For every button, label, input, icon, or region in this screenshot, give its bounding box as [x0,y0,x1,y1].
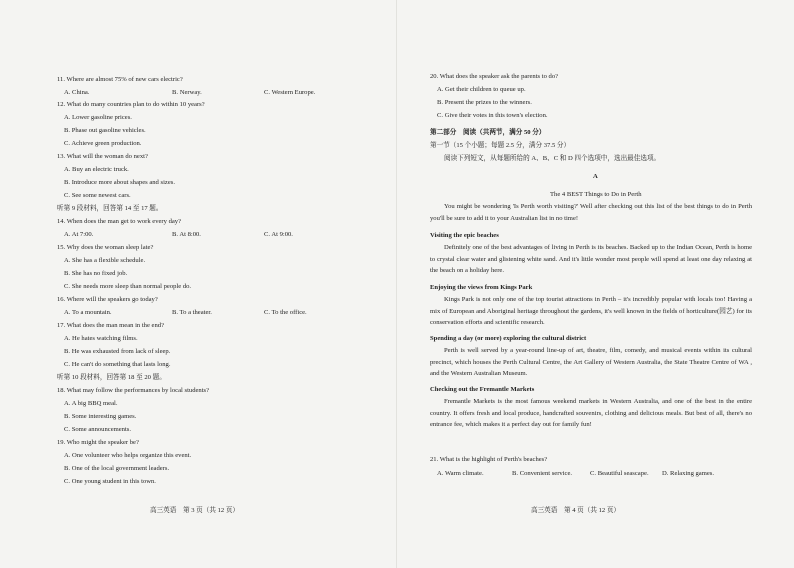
right-page-footer: 高三英语 第 4 页（共 12 页） [531,507,621,514]
left-page-footer: 高三英语 第 3 页（共 12 页） [150,507,240,514]
paragraph-cultural-district: Perth is well served by a year-round line-up of art, theatre, film, comedy, and musical events within its cultural precinct, which houses the Perth Cultural Centre, the Art Gallery of Western Australia, the State Theatre Centre of WA , and the Western Australian Museum. [430,347,752,377]
q19-option-a: A. One volunteer who helps organize this event. [64,452,192,459]
paragraph-beaches: Definitely one of the best advantages of living in Perth is its beaches. Backed up to the Indian Ocean, Perth is home to crystal clear water and glistening white sand. And it's little wonder most people will spend at least one day relaxing at the beach on a holiday here. [430,244,752,274]
q17-option-c: C. He can't do something that lasts long. [64,361,171,368]
passage-title: The 4 BEST Things to Do in Perth [550,191,642,198]
q18-option-c: C. Some announcements. [64,426,132,433]
q18-stem: 18. What may follow the performances by local students? [57,387,210,394]
q12-option-a: A. Lower gasoline prices. [64,114,132,121]
listening-instruction-10: 听第 10 段材料，回答第 18 至 20 题。 [57,374,166,381]
q19-stem: 19. Who might the speaker be? [57,439,139,446]
q13-stem: 13. What will the woman do next? [57,153,148,160]
q14-stem: 14. When does the man get to work every day? [57,218,182,225]
q15-option-a: A. She has a flexible schedule. [64,257,146,264]
q11-option-b: B. Nerway. [172,89,202,96]
q18-option-a: A. A big BBQ meal. [64,400,118,407]
q12-option-b: B. Phase out gasoline vehicles. [64,127,146,134]
q12-stem: 12. What do many countries plan to do within 10 years? [57,101,205,108]
q16-stem: 16. Where will the speakers go today? [57,296,158,303]
q19-option-c: C. One young student in this town. [64,478,156,485]
q20-option-c: C. Give their votes in this town's election. [437,112,548,119]
q17-stem: 17. What does the man mean in the end? [57,322,164,329]
reading-instruction: 阅读下列短文，从每题所给的 A、B、C 和 D 四个选项中，选出最佳选项。 [444,155,661,162]
heading-beaches: Visiting the epic beaches [430,232,499,239]
q19-option-b: B. One of the local government leaders. [64,465,170,472]
sub-heading: 第一节（15 个小题；每题 2.5 分，满分 37.5 分） [430,142,571,149]
q18-option-b: B. Some interesting games. [64,413,137,420]
q16-option-a: A. To a mountain. [64,309,112,316]
heading-kings-park: Enjoying the views from Kings Park [430,284,533,291]
q20-option-b: B. Present the prizes to the winners. [437,99,532,106]
paragraph-kings-park: Kings Park is not only one of the top tourist attractions in Perth – it's incredibly popular with locals too! Having a mix of European and Aboriginal heritage throughout the gardens, it's well known in the fields of horticulture(园艺) for its conservation efforts and scientific research. [430,296,752,326]
q13-option-c: C. See some newest cars. [64,192,131,199]
q16-option-b: B. To a theater. [172,309,212,316]
q14-option-a: A. At 7:00. [64,231,94,238]
q12-option-c: C. Achieve green production. [64,140,142,147]
q17-option-b: B. He was exhausted from lack of sleep. [64,348,171,355]
q21-option-d: D. Relaxing games. [662,470,715,477]
q20-option-a: A. Get their children to queue up. [437,86,526,93]
q15-option-c: C. She needs more sleep than normal people do. [64,283,192,290]
q17-option-a: A. He hates watching films. [64,335,138,342]
q14-option-b: B. At 8:00. [172,231,201,238]
q14-option-c: C. At 9:00. [264,231,293,238]
q16-option-c: C. To the office. [264,309,307,316]
q20-stem: 20. What does the speaker ask the parents to do? [430,73,559,80]
q13-option-a: A. Buy an electric truck. [64,166,129,173]
passage-label: A [593,173,598,180]
paragraph-fremantle-markets: Fremantle Markets is the most famous weekend markets in Western Australia, and one of the best in the entire country. It offers fresh and local produce, handcrafted souvenirs, clothing and delicious meals. But best of all, there's no entrance fee, which makes it a perfect day out for family fun! [430,398,752,428]
right-page [397,0,794,568]
heading-fremantle-markets: Checking out the Fremantle Markets [430,386,535,393]
q13-option-b: B. Introduce more about shapes and sizes. [64,179,175,186]
listening-instruction-9: 听第 9 段材料，回答第 14 至 17 题。 [57,205,163,212]
q11-option-c: C. Western Europe. [264,89,316,96]
heading-cultural-district: Spending a day (or more) exploring the cultural district [430,335,587,342]
q21-stem: 21. What is the highlight of Perth's beaches? [430,456,548,463]
q11-stem: 11. Where are almost 75% of new cars electric? [57,76,183,83]
q11-option-a: A. China. [64,89,90,96]
q15-stem: 15. Why does the woman sleep late? [57,244,154,251]
q21-option-a: A. Warm climate. [437,470,484,477]
q15-option-b: B. She has no fixed job. [64,270,128,277]
q21-option-c: C. Beautiful seascape. [590,470,649,477]
q21-option-b: B. Convenient service. [512,470,573,477]
passage-intro: You might be wondering 'Is Perth worth visiting?' Well after checking out this list of the best things to do in Perth you'll be sure to add it to your Australian list in no time! [430,203,752,222]
section-heading: 第二部分 阅读（共两节，满分 50 分） [430,129,546,136]
